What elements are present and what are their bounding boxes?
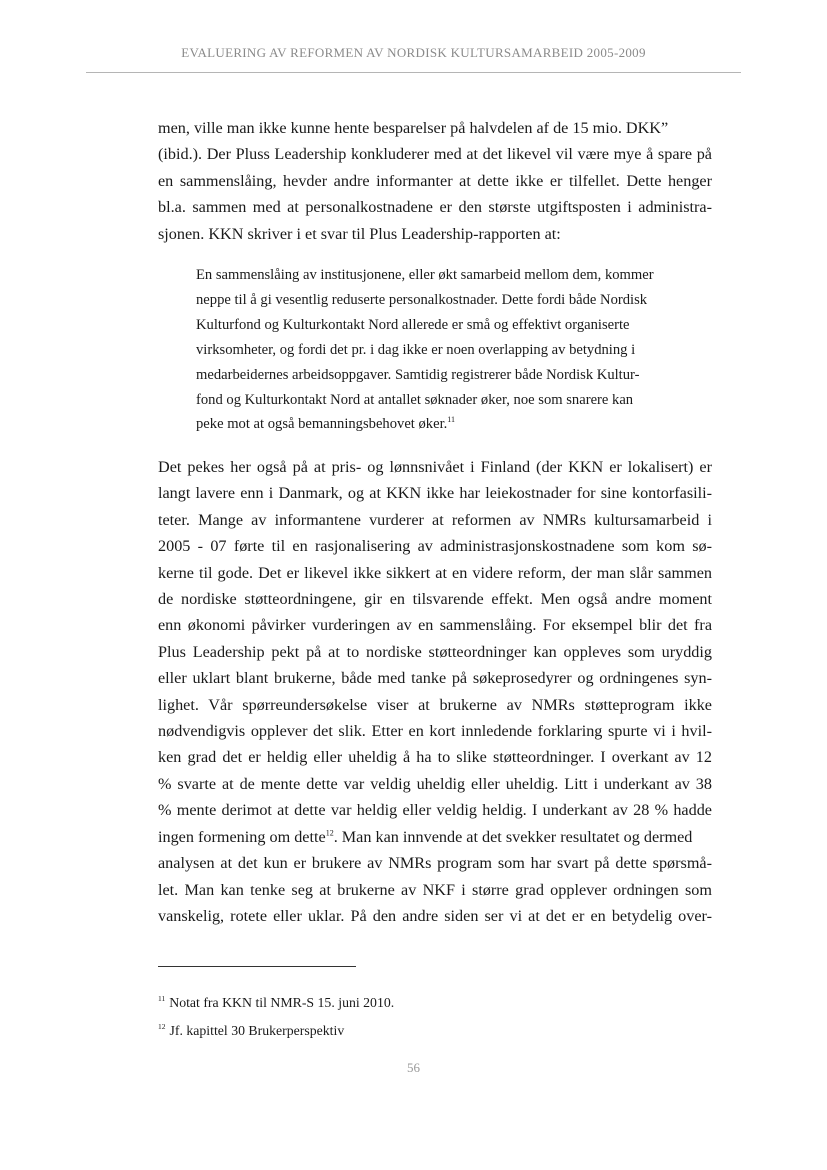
- paragraph-line: de nordiske støtteordningene, gir en tilsvarende effekt. Men også andre moment: [158, 590, 712, 609]
- block-quote: [196, 263, 666, 437]
- ref-line-start: ingen formening om dette: [158, 827, 326, 846]
- footnote-11: [158, 994, 394, 1012]
- paragraph-line: teter. Mange av informantene vurderer at reformen av NMRs kultursamarbeid i: [158, 510, 712, 529]
- paragraph-line: vanskelig, rotete eller uklar. På den andre siden ser vi at det er en betydelig over-: [158, 906, 712, 925]
- paragraph-2: [158, 454, 712, 929]
- paragraph-line: men, ville man ikke kunne hente besparelser på halvdelen af de 15 mio. DKK”: [158, 119, 669, 137]
- paragraph-line: ken grad det er heldig eller uheldig å ha to slike støtteordninger. I overkant av 12: [158, 748, 712, 767]
- ref-line-end: . Man kan innvende at det svekker resultatet og dermed: [333, 827, 693, 846]
- paragraph-line: bl.a. sammen med at personalkostnadene er den største utgiftsposten i administra-: [158, 198, 712, 217]
- paragraph-line: Plus Leadership pekt på at to nordiske støtteordninger kan oppleves som uryddig: [158, 642, 712, 661]
- footnote-ref-11[interactable]: 11: [447, 415, 455, 425]
- quote-line-text: peke mot at også bemanningsbehovet øker.: [196, 416, 448, 433]
- paragraph-line: langt lavere enn i Danmark, og at KKN ikke har leiekostnader for sine kontorfasili-: [158, 484, 712, 503]
- footnote-separator: [158, 966, 356, 967]
- paragraph-line: nødvendigvis opplever det slik. Etter en kort innledende forklaring spurte vi i hvil-: [158, 722, 712, 741]
- quote-line: fond og Kulturkontakt Nord at antallet søknader øker, noe som snarere kan: [196, 391, 634, 408]
- paragraph-line: enn økonomi påvirker vurderingen av en sammenslåing. For eksempel blir det fra: [158, 616, 712, 635]
- footnote-number: 12: [158, 1022, 166, 1032]
- running-header: EVALUERING AV REFORMEN AV NORDISK KULTURSAMARBEID 2005-2009: [181, 45, 646, 60]
- paragraph-line: Det pekes her også på at pris- og lønnsnivået i Finland (der KKN er lokalisert) er: [158, 458, 712, 476]
- paragraph-line: eller uklart blant brukerne, både med tanke på søkeprosedyrer og ordningenes syn-: [158, 669, 712, 688]
- paragraph-line: analysen at det kun er brukere av NMRs program som har svart på dette spørsmå-: [158, 854, 712, 873]
- paragraph-line-with-ref: [158, 824, 712, 850]
- paragraph-line: kerne til gode. Det er likevel ikke sikkert at en videre reform, der man slår sammen: [158, 563, 712, 582]
- paragraph-line: en sammenslåing, hevder andre informanter at dette ikke er tilfellet. Dette henger: [158, 171, 712, 190]
- header-rule: [86, 72, 741, 73]
- paragraph-line: sjonen. KKN skriver i et svar til Plus Leadership-rapporten at:: [158, 224, 561, 243]
- quote-line: virksomheter, og fordi det pr. i dag ikke er noen overlapping av betydning i: [196, 341, 636, 358]
- footnote-text: Notat fra KKN til NMR-S 15. juni 2010.: [169, 995, 395, 1010]
- footnote-ref-12[interactable]: 12: [325, 828, 334, 838]
- quote-line: En sammenslåing av institusjonene, eller økt samarbeid mellom dem, kommer: [196, 267, 654, 283]
- quote-line: neppe til å gi vesentlig reduserte personalkostnader. Dette fordi både Nordisk: [196, 291, 648, 308]
- footnote-12: [158, 1022, 344, 1040]
- quote-line-last: [196, 412, 666, 437]
- footnote-number: 11: [158, 994, 166, 1004]
- paragraph-line: (ibid.). Der Pluss Leadership konkluderer med at det likevel vil være mye å spare på: [158, 145, 712, 164]
- paragraph-line: lighet. Vår spørreundersøkelse viser at brukerne av NMRs støtteprogram ikke: [158, 695, 712, 714]
- paragraph-1: [158, 115, 712, 247]
- quote-line: Kulturfond og Kulturkontakt Nord allerede er små og effektivt organiserte: [196, 316, 630, 333]
- paragraph-line: % svarte at de mente dette var veldig uheldig eller uheldig. Litt i underkant av 38: [158, 774, 712, 793]
- paragraph-line: 2005 - 07 førte til en rasjonalisering av administrasjonskostnadene som kom sø-: [158, 537, 712, 556]
- paragraph-line: let. Man kan tenke seg at brukerne av NKF i større grad opplever ordningen som: [158, 880, 712, 899]
- quote-line: medarbeidernes arbeidsoppgaver. Samtidig registrerer både Nordisk Kultur-: [196, 366, 640, 383]
- footnote-text: Jf. kapittel 30 Brukerperspektiv: [169, 1023, 345, 1038]
- paragraph-line: % mente derimot at dette var heldig eller veldig heldig. I underkant av 28 % hadde: [158, 801, 712, 820]
- page-number: 56: [407, 1060, 420, 1075]
